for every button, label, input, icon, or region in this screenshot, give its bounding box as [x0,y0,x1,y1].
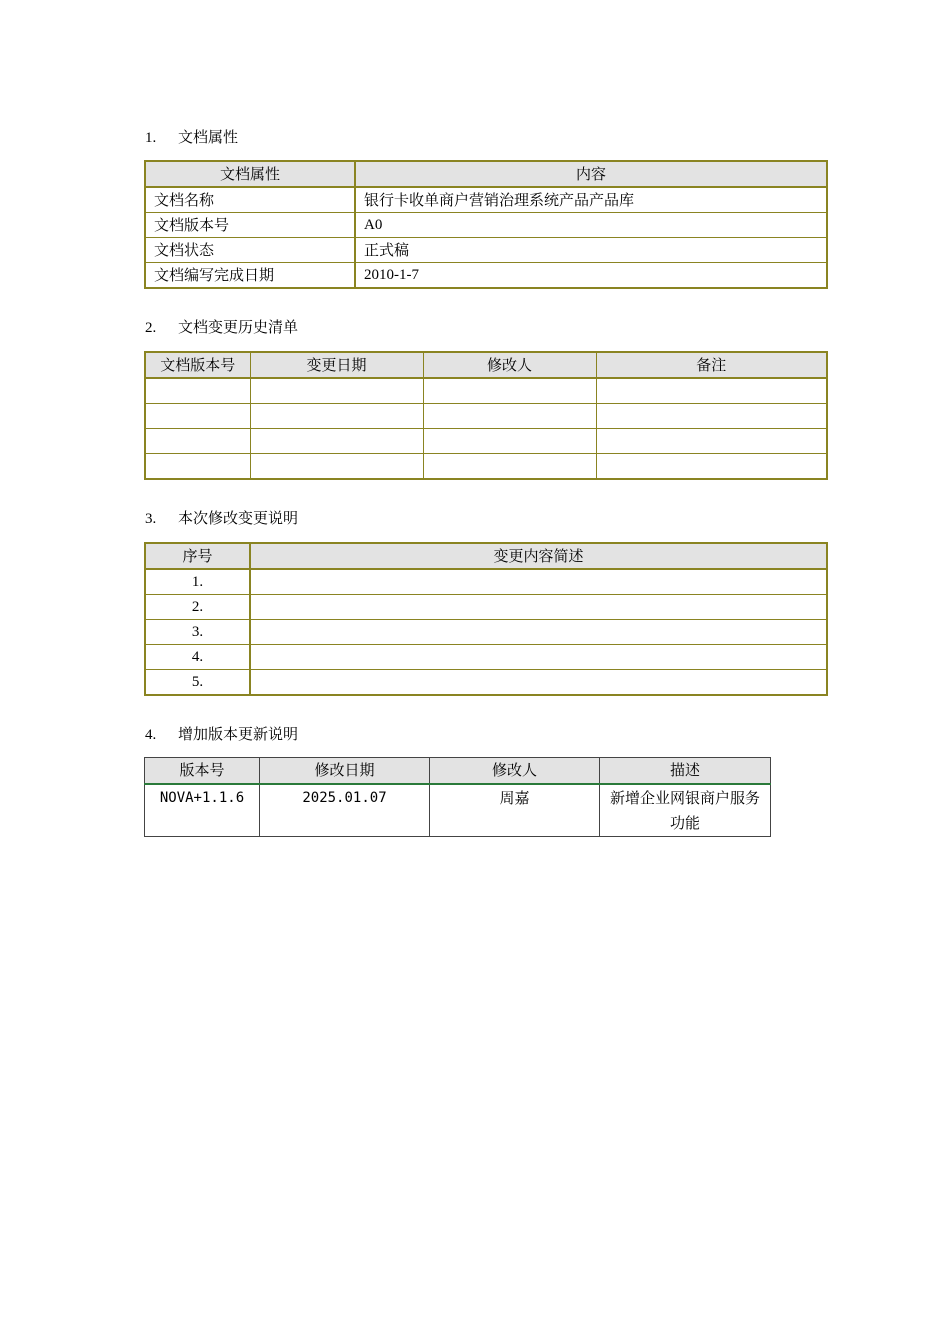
empty-cell [423,454,596,480]
section-heading-1 [145,128,238,147]
column-header: 描述 [600,758,771,785]
document-properties-table [144,160,828,289]
column-header: 修改人 [423,352,596,378]
empty-cell [250,569,827,595]
description-cell: 新增企业网银商户服务功能 [600,784,771,837]
empty-cell [250,595,827,620]
empty-cell [596,429,827,454]
table-row [145,187,827,213]
table-row [145,670,827,696]
table-row [145,620,827,645]
empty-cell [145,404,250,429]
table-header-row [145,543,827,569]
empty-cell [250,670,827,696]
column-header: 版本号 [145,758,260,785]
table-row [145,213,827,238]
section-title: 本次修改变更说明 [178,509,299,527]
author-cell: 周嘉 [430,784,600,837]
section-title: 文档属性 [178,128,239,146]
empty-cell [423,429,596,454]
empty-cell [145,429,250,454]
row-number: 5. [145,670,250,696]
table-row [145,238,827,263]
empty-cell [250,620,827,645]
table-header-row [145,758,771,785]
section-title: 文档变更历史清单 [178,318,299,336]
empty-cell [423,404,596,429]
table-row [145,429,827,454]
column-header: 备注 [596,352,827,378]
section-number: 3. [145,511,157,527]
table-header-row [145,161,827,187]
table-row [145,595,827,620]
property-name: 文档版本号 [145,213,355,238]
table-row [145,645,827,670]
section-heading-3 [145,509,298,528]
column-header: 文档版本号 [145,352,250,378]
column-header: 内容 [355,161,827,187]
column-header: 修改人 [430,758,600,785]
table-row [145,404,827,429]
empty-cell [250,429,423,454]
empty-cell [145,454,250,480]
empty-cell [250,454,423,480]
table-row [145,378,827,404]
column-header: 变更内容简述 [250,543,827,569]
section-title: 增加版本更新说明 [178,725,299,743]
column-header: 修改日期 [260,758,430,785]
section-number: 1. [145,130,157,146]
empty-cell [250,404,423,429]
row-number: 3. [145,620,250,645]
empty-cell [596,454,827,480]
table-row [145,263,827,289]
property-value: 正式稿 [355,238,827,263]
section-heading-2 [145,318,298,337]
change-description-table [144,542,828,696]
column-header: 变更日期 [250,352,423,378]
column-header: 文档属性 [145,161,355,187]
property-name: 文档名称 [145,187,355,213]
row-number: 2. [145,595,250,620]
property-value: A0 [355,213,827,238]
table-header-row [145,352,827,378]
version-cell: NOVA+1.1.6 [145,784,260,837]
column-header: 序号 [145,543,250,569]
row-number: 1. [145,569,250,595]
change-history-table [144,351,828,480]
property-value: 2010-1-7 [355,263,827,289]
property-name: 文档编写完成日期 [145,263,355,289]
empty-cell [596,378,827,404]
version-update-table [144,757,771,837]
table-row [145,454,827,480]
property-value: 银行卡收单商户营销治理系统产品产品库 [355,187,827,213]
date-cell: 2025.01.07 [260,784,430,837]
section-number: 2. [145,320,157,336]
section-number: 4. [145,727,157,743]
row-number: 4. [145,645,250,670]
empty-cell [145,378,250,404]
table-row [145,784,771,837]
empty-cell [423,378,596,404]
table-row [145,569,827,595]
property-name: 文档状态 [145,238,355,263]
empty-cell [250,645,827,670]
section-heading-4 [145,725,298,744]
empty-cell [596,404,827,429]
empty-cell [250,378,423,404]
